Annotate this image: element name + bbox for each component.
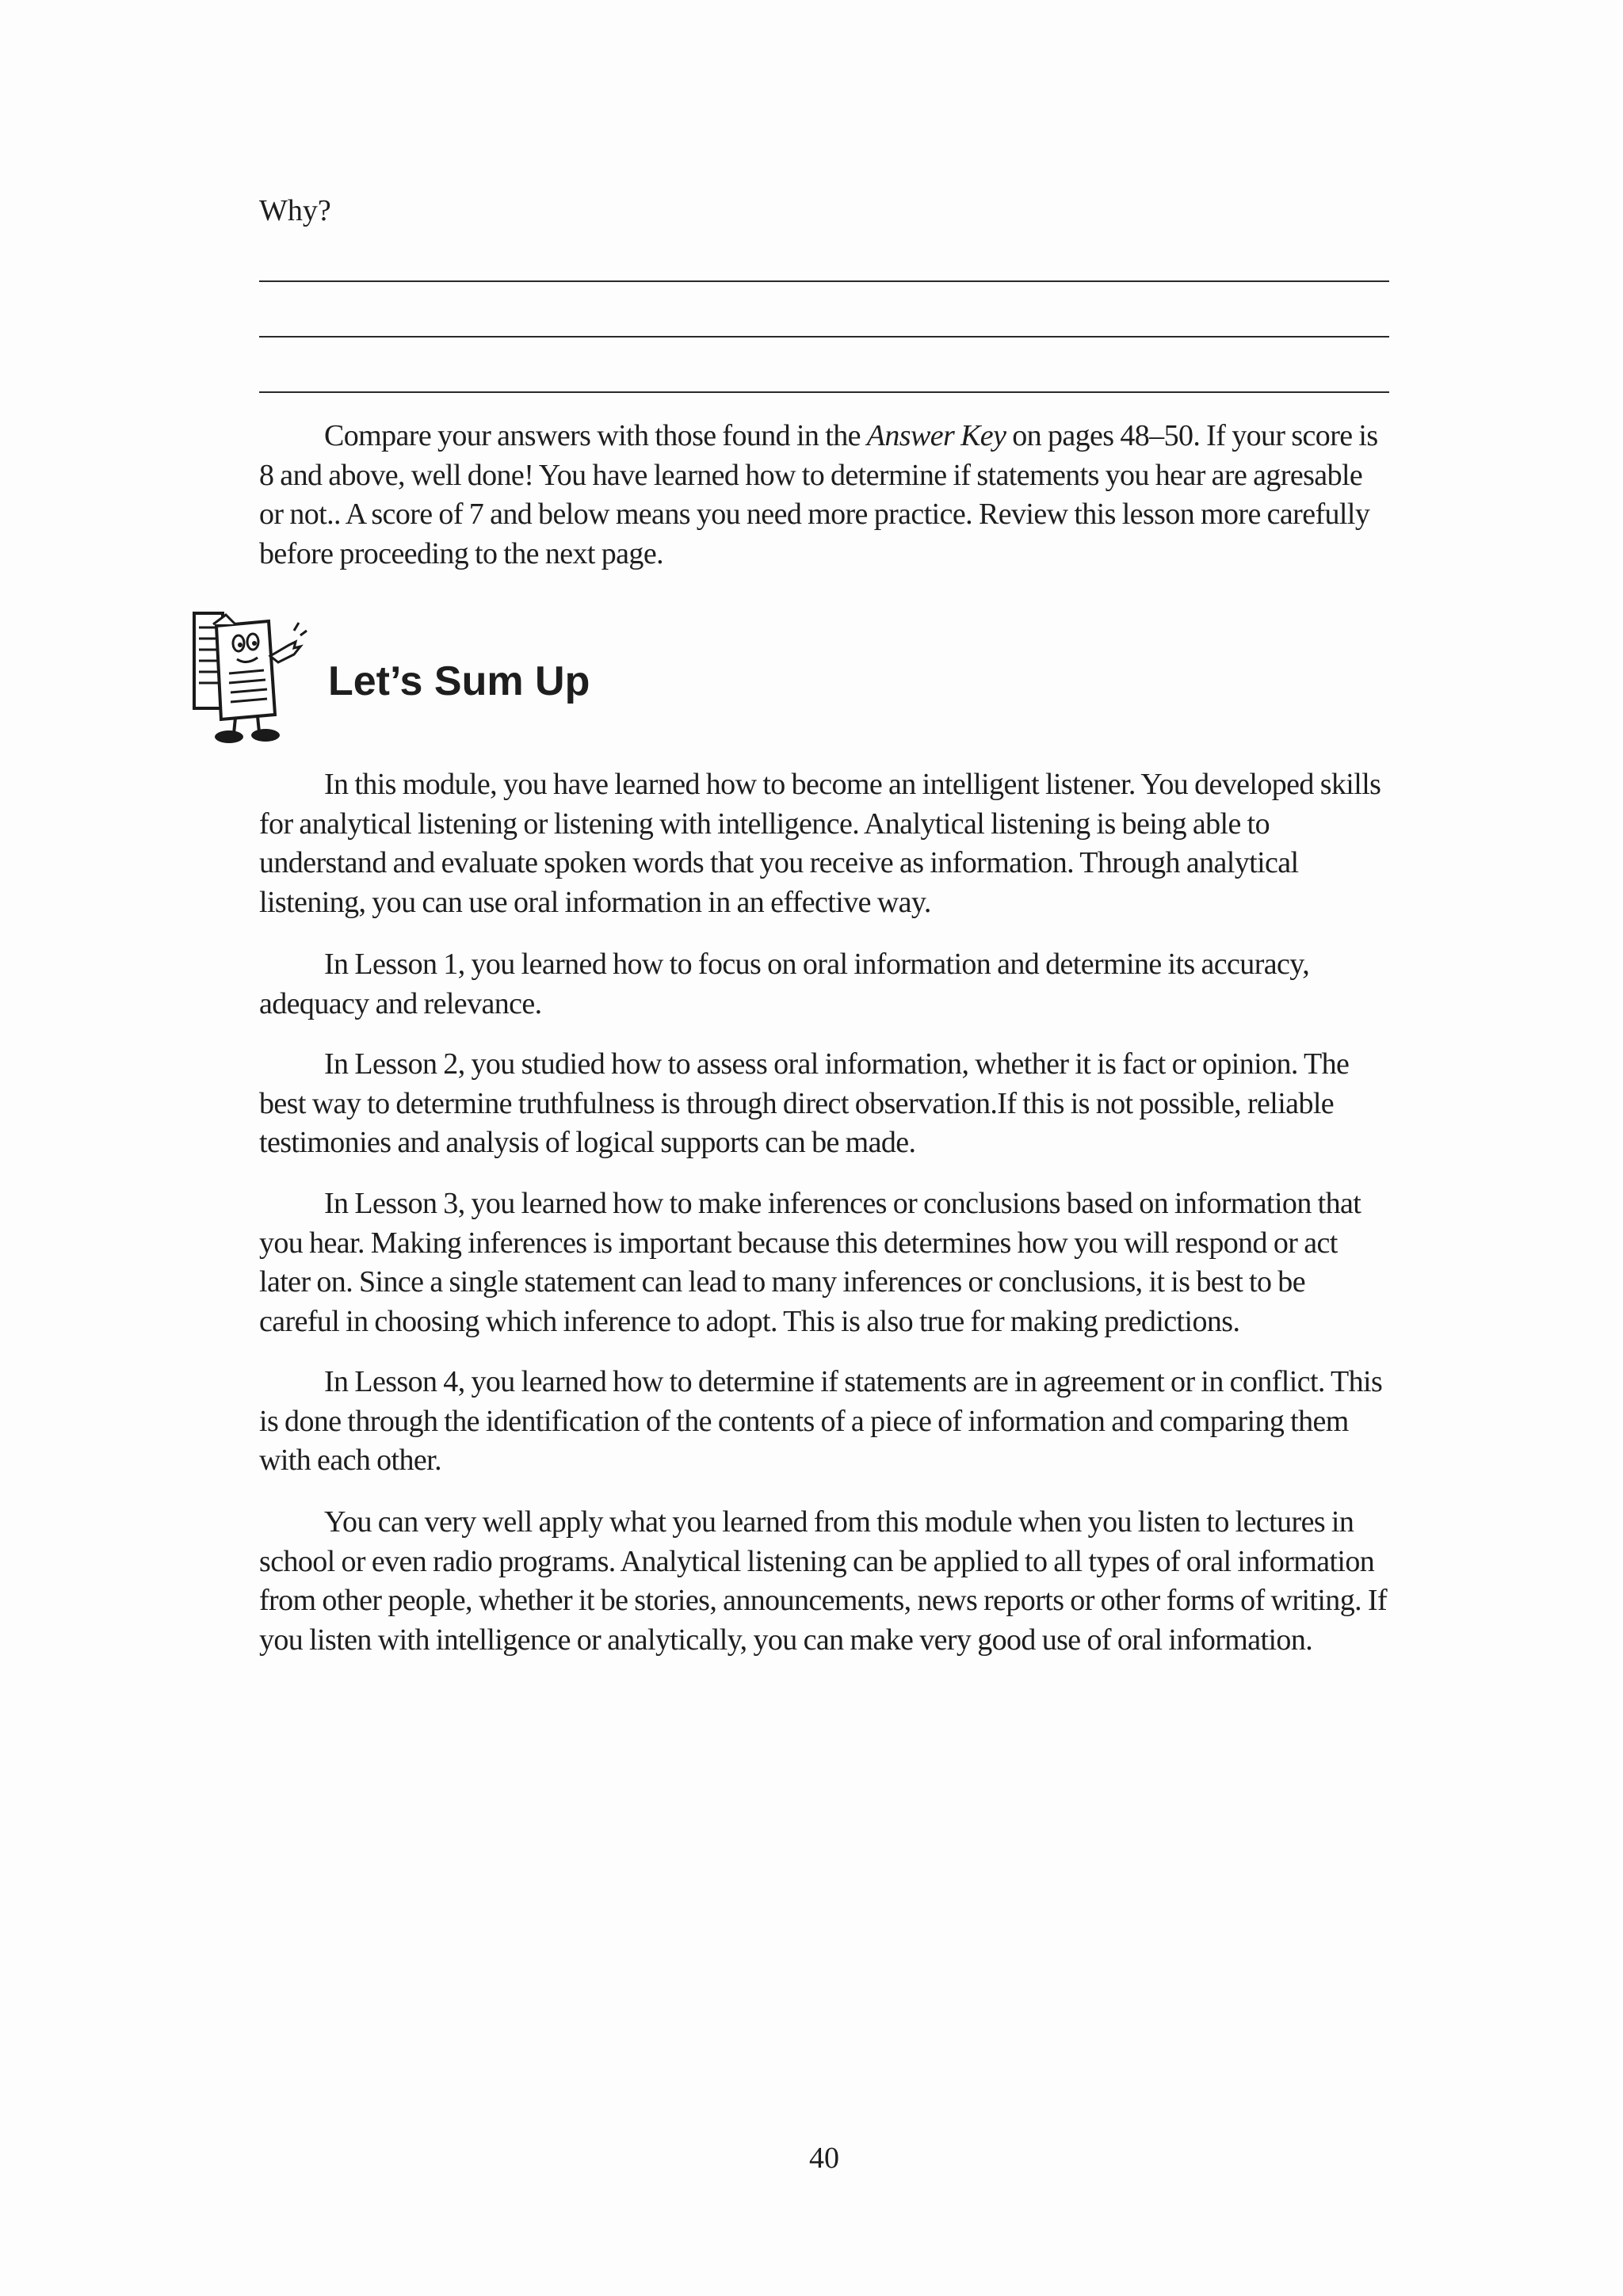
compare-text-start: Compare your answers with those found in the bbox=[324, 419, 867, 452]
answer-key-reference: Answer Key bbox=[866, 419, 1006, 452]
summary-paragraph-lesson-2: In Lesson 2, you studied how to assess oral information, whether it is fact or opinion. The best way to determine truthfulness is through direct observation.If this is not possible, reliable testimonies and analysis of logical supports can be made. bbox=[259, 1047, 1350, 1159]
answer-line-1 bbox=[259, 280, 1389, 282]
summary-paragraph-lesson-1: In Lesson 1, you learned how to focus on oral information and determine its accuracy, adequacy and relevance. bbox=[259, 948, 1310, 1020]
summary-paragraph-application: You can very well apply what you learned from this module when you listen to lectures in school or even radio programs. Analytical listening can be applied to all types of oral information from other people, whether it be stories, announcements, news reports or other forms of writing. If you listen with intelligence or analytically, you can make very good use of oral information. bbox=[259, 1505, 1388, 1657]
why-label: Why? bbox=[259, 194, 331, 227]
summary-paragraph-intro: In this module, you have learned how to become an intelligent listener. You developed skills for analytical listening or listening with intelligence. Analytical listening is being able to understand and evaluate spoken words that you receive as information. Through analytical listening, you can use oral information in an effective way. bbox=[259, 768, 1381, 919]
summary-paragraph-lesson-3: In Lesson 3, you learned how to make inferences or conclusions based on information that you hear. Making inferences is important because this determines how you will respond or act later on. Since a single statement can lead to many inferences or conclusions, it is best to be careful in choosing which inference to adopt. This is also true for making predictions. bbox=[259, 1187, 1361, 1338]
answer-line-3 bbox=[259, 391, 1389, 393]
section-header bbox=[189, 610, 903, 745]
answer-line-2 bbox=[259, 336, 1389, 338]
summary-paragraph-lesson-4: In Lesson 4, you learned how to determine if statements are in agreement or in conflict. This is done through the identification of the contents of a piece of information and comparing them with each other. bbox=[259, 1365, 1383, 1477]
compare-answers-paragraph bbox=[259, 417, 1389, 574]
reading-newspaper-mascot-icon bbox=[189, 610, 308, 745]
page-number: 40 bbox=[809, 2142, 839, 2175]
section-heading: Let’s Sum Up bbox=[328, 658, 590, 704]
compare-text-end: on pages 48–50. If your score is 8 and above, well done! You have learned how to determine if statements you hear are agresable or not.. A score of 7 and below means you need more practice. Review this lesson more carefully before proceeding to the next page. bbox=[259, 419, 1378, 570]
